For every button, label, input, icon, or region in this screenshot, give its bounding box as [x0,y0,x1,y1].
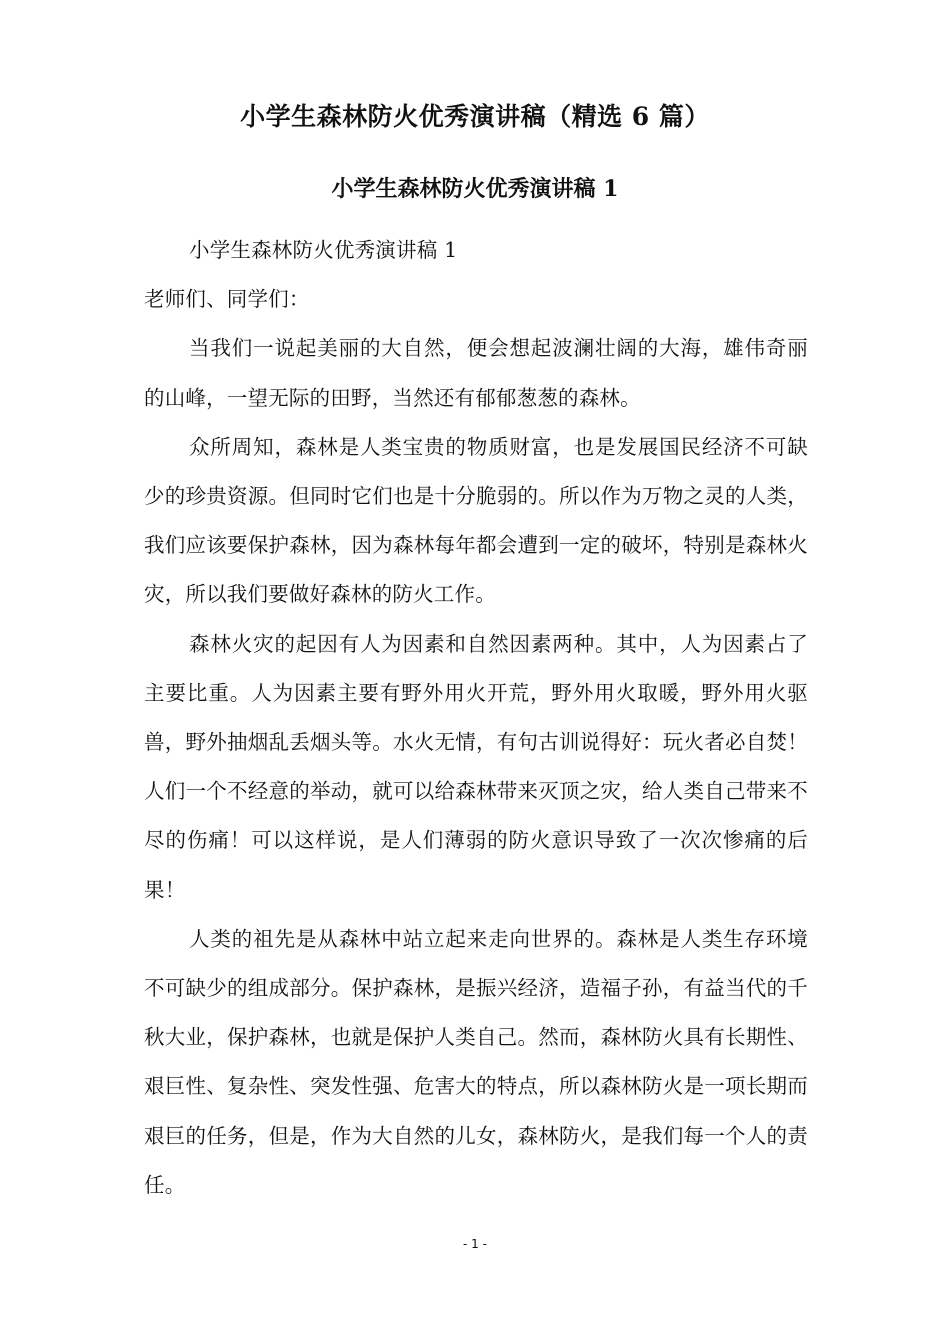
paragraph: 当我们一说起美丽的大自然，便会想起波澜壮阔的大海，雄伟奇丽的山峰，一望无际的田野，当然还有郁郁葱葱的森林。 [144,336,808,410]
paragraph-greeting: 老师们、同学们： [144,287,310,312]
document-title: 小学生森林防火优秀演讲稿（精选 6 篇） [240,102,710,131]
paragraph: 森林火灾的起因有人为因素和自然因素两种。其中，人为因素占了主要比重。人为因素主要有野外用火开荒，野外用火取暖，野外用火驱兽，野外抽烟乱丢烟头等。水火无情，有句古训说得好：玩火者必自焚！人们一个不经意的举动，就可以给森林带来灭顶之灾，给人类自己带来不尽的伤痛！可以这样说，是人们薄弱的防火意识导致了一次次惨痛的后果！ [144,631,808,902]
paragraph: 人类的祖先是从森林中站立起来走向世界的。森林是人类生存环境不可缺少的组成部分。保护森林，是振兴经济，造福子孙，有益当代的千秋大业，保护森林，也就是保护人类自己。然而，森林防火具有长期性、艰巨性、复杂性、突发性强、危害大的特点，所以森林防火是一项长期而艰巨的任务，但是，作为大自然的儿女，森林防火，是我们每一个人的责任。 [144,926,808,1197]
paragraph: 众所周知，森林是人类宝贵的物质财富，也是发展国民经济不可缺少的珍贵资源。但同时它们也是十分脆弱的。所以作为万物之灵的人类，我们应该要保护森林，因为森林每年都会遭到一定的破坏，特别是森林火灾，所以我们要做好森林的防火工作。 [144,434,808,607]
paragraph-subtitle: 小学生森林防火优秀演讲稿 1 [189,238,458,262]
page-number: - 1 - [463,1237,487,1251]
document-body [144,226,808,1210]
section-heading: 小学生森林防火优秀演讲稿 1 [331,176,619,202]
